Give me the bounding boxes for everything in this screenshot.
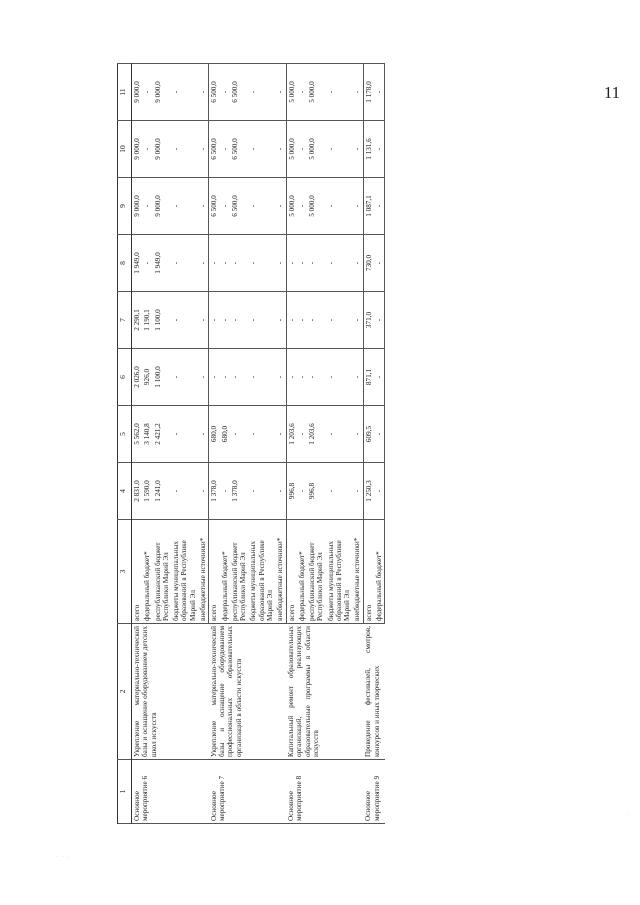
description-cell: Проведение фестивалей, смотров, конкурсов и иных творческих [363,624,385,760]
page-number: 11 [603,83,621,102]
value-cell: - [171,406,198,463]
value-cell: 5 000,0 [307,178,326,235]
value-cell: 5 000,0 [307,121,326,178]
value-cell: - [297,178,307,235]
value-cell: - [297,121,307,178]
value-cell: - [209,292,220,349]
value-cell: - [248,292,275,349]
value-cell: 9 000,0 [132,121,143,178]
value-cell: - [220,235,230,292]
value-cell: - [198,121,209,178]
value-cell: 1 250,3 [363,463,374,520]
table-body [132,64,385,824]
value-cell: - [198,463,209,520]
value-cell: - [352,463,363,520]
funding-source-cell: федеральный бюджет* [142,520,152,624]
value-cell: - [248,178,275,235]
value-cell: - [352,64,363,121]
value-cell: - [326,349,353,406]
value-cell: 680,0 [220,406,230,463]
value-cell: - [374,121,385,178]
funding-source-cell: республиканский бюджет Республики Марий Эл [153,520,172,624]
value-cell: - [326,292,353,349]
funding-source-cell: федеральный бюджет* [374,520,385,624]
value-cell: - [171,235,198,292]
value-cell: 9 000,0 [153,121,172,178]
value-cell: - [171,349,198,406]
value-cell: 1 178,0 [363,64,374,121]
value-cell: - [142,64,152,121]
value-cell: 1 203,6 [307,406,326,463]
value-cell: - [198,406,209,463]
table-row [363,64,374,824]
description-cell: Укрепление материально-технической базы и оснащение оборудованием детских школ искусств [132,624,209,760]
value-cell: - [209,235,220,292]
value-cell: 2 290,1 [132,292,143,349]
value-cell: - [248,64,275,121]
value-cell: - [275,235,286,292]
funding-source-cell: всего [363,520,374,624]
value-cell: - [248,121,275,178]
value-cell: - [220,64,230,121]
header-row [118,64,132,824]
value-cell: 2 831,0 [132,463,143,520]
value-cell: - [352,235,363,292]
value-cell: 609,5 [363,406,374,463]
value-cell: - [198,178,209,235]
value-cell: - [374,292,385,349]
value-cell: 5 000,0 [286,178,297,235]
funding-source-cell: бюджеты муниципальных образований в Республике Марий Эл [248,520,275,624]
value-cell: - [220,121,230,178]
value-cell: 9 000,0 [132,64,143,121]
value-cell: - [352,406,363,463]
value-cell: 1 241,0 [153,463,172,520]
value-cell: - [352,121,363,178]
value-cell: - [230,349,249,406]
value-cell: - [198,349,209,406]
value-cell: - [171,463,198,520]
value-cell: - [209,349,220,406]
funding-source-cell: всего [286,520,297,624]
value-cell: - [171,292,198,349]
value-cell: - [297,235,307,292]
value-cell: 1 590,0 [142,463,152,520]
value-cell: - [171,64,198,121]
value-cell: 9 000,0 [153,64,172,121]
funding-source-cell: федеральный бюджет* [220,520,230,624]
value-cell: - [326,235,353,292]
value-cell: - [326,463,353,520]
value-cell: - [352,292,363,349]
value-cell: - [286,292,297,349]
column-header: 5 [118,406,132,463]
value-cell: - [275,292,286,349]
value-cell: 680,0 [209,406,220,463]
value-cell: - [307,292,326,349]
measure-cell: Основное мероприятие 6 [132,760,209,824]
value-cell: 1 378,0 [230,463,249,520]
funding-source-cell: всего [209,520,220,624]
value-cell: 9 000,0 [132,178,143,235]
column-header: 6 [118,349,132,406]
value-cell: 730,0 [363,235,374,292]
funding-source-cell: республиканский бюджет Республики Марий Эл [230,520,249,624]
value-cell: - [374,463,385,520]
value-cell: 5 562,0 [132,406,143,463]
value-cell: - [374,406,385,463]
column-header: 7 [118,292,132,349]
budget-table [117,63,385,824]
value-cell: - [275,178,286,235]
value-cell: - [297,349,307,406]
value-cell: 6 500,0 [209,121,220,178]
value-cell: - [171,121,198,178]
table-row [209,64,220,824]
value-cell: 6 500,0 [230,64,249,121]
value-cell: - [171,178,198,235]
funding-source-cell: федеральный бюджет* [297,520,307,624]
value-cell: - [275,463,286,520]
funding-source-cell: внебюджетные источники* [198,520,209,624]
value-cell: - [374,235,385,292]
value-cell: - [286,349,297,406]
funding-source-cell: внебюджетные источники* [352,520,363,624]
funding-source-cell: бюджеты муниципальных образований в Республике Марий Эл [326,520,353,624]
value-cell: 871,1 [363,349,374,406]
value-cell: - [220,349,230,406]
column-header: 4 [118,463,132,520]
funding-source-cell: республиканский бюджет Республики Марий Эл [307,520,326,624]
value-cell: - [275,121,286,178]
value-cell: - [326,178,353,235]
funding-source-cell: внебюджетные источники* [275,520,286,624]
scan-mark: · [626,812,628,818]
value-cell: - [307,235,326,292]
measure-cell: Основное мероприятие 9 [363,760,385,824]
value-cell: - [297,64,307,121]
value-cell: 996,8 [286,463,297,520]
value-cell: - [248,406,275,463]
value-cell: 2 421,2 [153,406,172,463]
scan-specks: · · · [56,854,70,860]
value-cell: - [248,235,275,292]
description-cell: Укрепление материально-технической базы и оснащение оборудованием профессиональных образовательных организаций в области искусств [209,624,286,760]
column-header: 1 [118,760,132,824]
value-cell: - [326,64,353,121]
value-cell: 5 000,0 [307,64,326,121]
value-cell: - [297,406,307,463]
value-cell: - [220,178,230,235]
column-header: 3 [118,520,132,624]
value-cell: 9 000,0 [153,178,172,235]
value-cell: 926,0 [142,349,152,406]
value-cell: - [374,349,385,406]
column-header: 2 [118,624,132,760]
value-cell: 6 500,0 [209,64,220,121]
funding-source-cell: всего [132,520,143,624]
table-row [132,64,143,824]
value-cell: - [248,349,275,406]
value-cell: 1 087,1 [363,178,374,235]
column-header: 9 [118,178,132,235]
value-cell: 6 500,0 [230,178,249,235]
value-cell: - [220,463,230,520]
value-cell: - [230,292,249,349]
value-cell: - [198,292,209,349]
value-cell: - [142,121,152,178]
value-cell: - [142,178,152,235]
value-cell: - [326,406,353,463]
value-cell: - [248,463,275,520]
value-cell: 1 100,0 [153,292,172,349]
value-cell: 5 000,0 [286,64,297,121]
value-cell: - [230,235,249,292]
measure-cell: Основное мероприятие 8 [286,760,363,824]
column-header: 11 [118,64,132,121]
value-cell: 6 500,0 [230,121,249,178]
value-cell: 2 026,0 [132,349,143,406]
value-cell: 1 100,0 [153,349,172,406]
value-cell: - [275,349,286,406]
value-cell: 6 500,0 [209,178,220,235]
value-cell: 1 949,0 [132,235,143,292]
value-cell: 1 949,0 [153,235,172,292]
value-cell: 996,8 [307,463,326,520]
value-cell: - [142,235,152,292]
value-cell: - [198,64,209,121]
value-cell: - [230,406,249,463]
value-cell: - [307,349,326,406]
value-cell: - [297,463,307,520]
column-header: 8 [118,235,132,292]
value-cell: 3 140,8 [142,406,152,463]
value-cell: - [286,235,297,292]
value-cell: - [352,178,363,235]
value-cell: 1 190,1 [142,292,152,349]
value-cell: - [198,235,209,292]
value-cell: - [220,292,230,349]
value-cell: - [352,349,363,406]
value-cell: - [275,64,286,121]
value-cell: - [374,178,385,235]
rotated-table-container [117,64,637,824]
description-cell: Капитальный ремонт образовательных организаций, реализующих образовательные программы в области искусств [286,624,363,760]
value-cell: - [374,64,385,121]
value-cell: 1 378,0 [209,463,220,520]
value-cell: 1 203,6 [286,406,297,463]
value-cell: 371,0 [363,292,374,349]
value-cell: - [326,121,353,178]
measure-cell: Основное мероприятие 7 [209,760,286,824]
value-cell: - [275,406,286,463]
value-cell: 5 000,0 [286,121,297,178]
value-cell: - [297,292,307,349]
value-cell: 1 131,6 [363,121,374,178]
funding-source-cell: бюджеты муниципальных образований в Республике Марий Эл [171,520,198,624]
table-row [286,64,297,824]
column-header: 10 [118,121,132,178]
